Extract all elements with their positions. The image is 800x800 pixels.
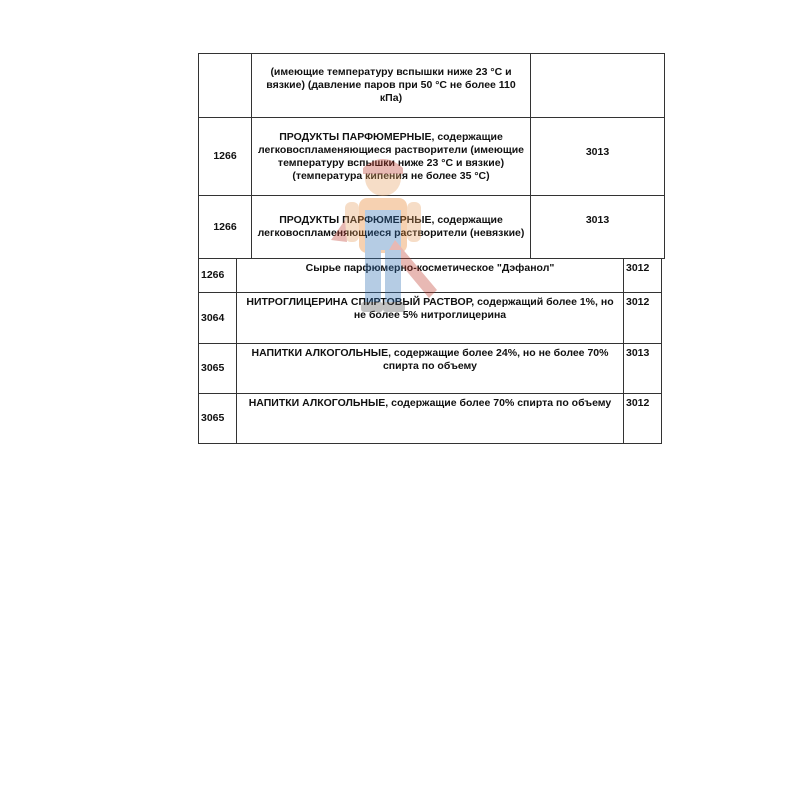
table-row — [199, 196, 665, 259]
description-cell: ПРОДУКТЫ ПАРФЮМЕРНЫЕ, содержащие легковоспламеняющиеся растворители (имеющие температуру вспышки ниже 23 °C и вязкие) (температура кипения не более 35 °C) — [252, 118, 531, 196]
un-code-cell: 3064 — [199, 293, 237, 344]
danger-number-cell: 3012 — [624, 259, 662, 293]
description-cell: НАПИТКИ АЛКОГОЛЬНЫЕ, содержащие более 24%, но не более 70% спирта по объему — [237, 344, 624, 394]
un-code-cell: 1266 — [199, 118, 252, 196]
description-cell: НАПИТКИ АЛКОГОЛЬНЫЕ, содержащие более 70% спирта по объему — [237, 394, 624, 444]
description-cell: (имеющие температуру вспышки ниже 23 °C и вязкие) (давление паров при 50 °C не более 110 кПа) — [252, 54, 531, 118]
hazard-table-bottom — [198, 258, 662, 444]
danger-number-cell: 3013 — [531, 118, 665, 196]
danger-number-cell: 3013 — [531, 196, 665, 259]
un-code-cell — [199, 54, 252, 118]
un-code-cell: 3065 — [199, 394, 237, 444]
description-cell: НИТРОГЛИЦЕРИНА СПИРТОВЫЙ РАСТВОР, содержащий более 1%, но не более 5% нитроглицерина — [237, 293, 624, 344]
un-code-cell: 1266 — [199, 259, 237, 293]
description-cell: ПРОДУКТЫ ПАРФЮМЕРНЫЕ, содержащие легковоспламеняющиеся растворители (невязкие) — [252, 196, 531, 259]
danger-number-cell: 3012 — [624, 293, 662, 344]
hazard-table-top — [198, 53, 665, 259]
danger-number-cell: 3012 — [624, 394, 662, 444]
table-row — [199, 259, 662, 293]
table-row — [199, 118, 665, 196]
table-row — [199, 394, 662, 444]
danger-number-cell — [531, 54, 665, 118]
table-row — [199, 54, 665, 118]
danger-number-cell: 3013 — [624, 344, 662, 394]
table-row — [199, 293, 662, 344]
document-page — [198, 53, 650, 444]
table-row — [199, 344, 662, 394]
un-code-cell: 3065 — [199, 344, 237, 394]
un-code-cell: 1266 — [199, 196, 252, 259]
description-cell: Сырье парфюмерно-косметическое "Дэфанол" — [237, 259, 624, 293]
